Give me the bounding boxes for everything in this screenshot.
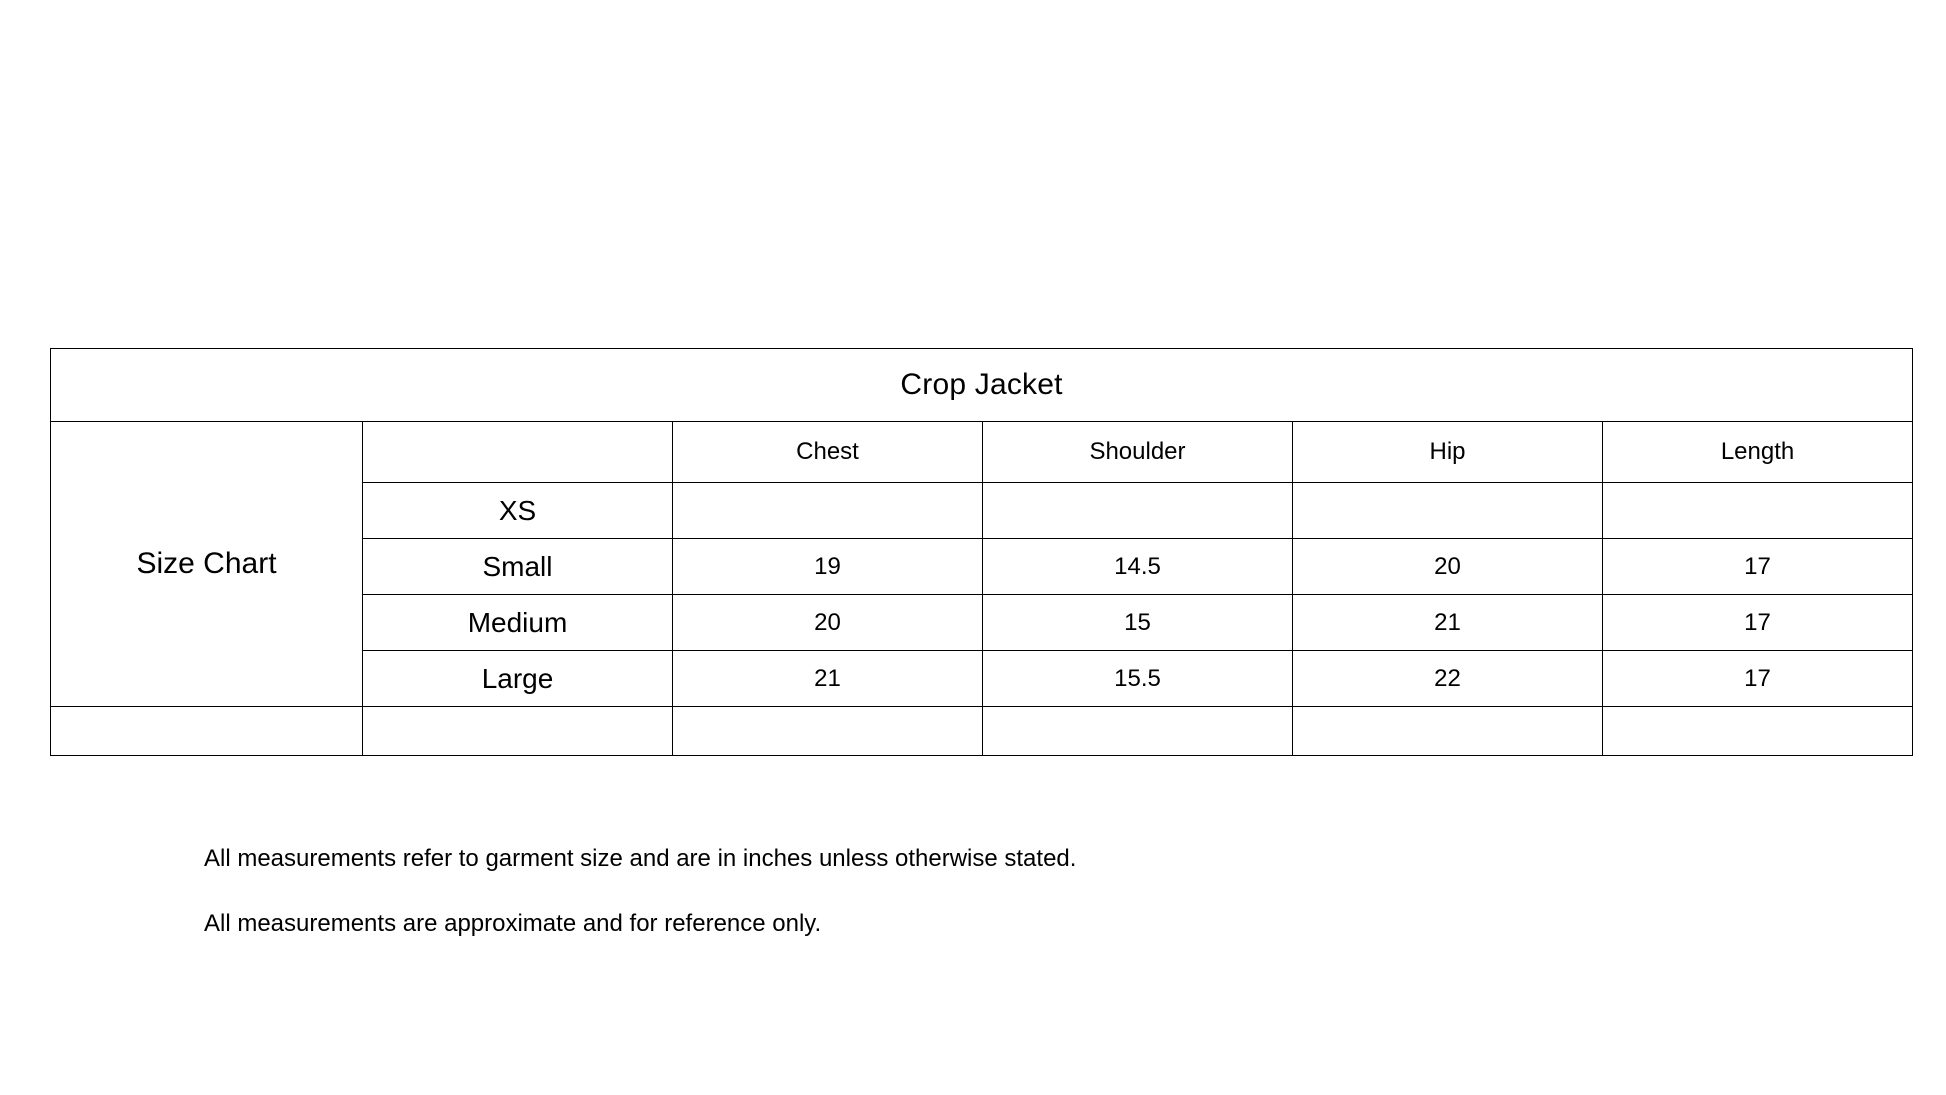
cell-shoulder: 14.5 — [983, 539, 1293, 595]
cell-length: 17 — [1603, 595, 1913, 651]
cell-size: Medium — [363, 595, 673, 651]
column-header-shoulder: Shoulder — [983, 422, 1293, 483]
cell-shoulder — [983, 707, 1293, 756]
cell-shoulder: 15.5 — [983, 651, 1293, 707]
cell-length: 17 — [1603, 539, 1913, 595]
cell-hip — [1293, 707, 1603, 756]
cell-chest — [673, 483, 983, 539]
cell-chest: 20 — [673, 595, 983, 651]
page-title: Crop Jacket — [51, 349, 1913, 422]
column-header-length: Length — [1603, 422, 1913, 483]
table-row-header — [51, 422, 1913, 483]
cell-hip: 21 — [1293, 595, 1603, 651]
note-measurements-units: All measurements refer to garment size and are in inches unless otherwise stated. — [204, 845, 1077, 872]
cell-chest: 21 — [673, 651, 983, 707]
size-chart-table-container — [50, 348, 1912, 756]
cell-shoulder: 15 — [983, 595, 1293, 651]
column-header-hip: Hip — [1293, 422, 1603, 483]
cell-chest — [673, 707, 983, 756]
cell-hip: 22 — [1293, 651, 1603, 707]
cell-size: Small — [363, 539, 673, 595]
size-chart-table — [50, 348, 1913, 756]
cell-hip — [1293, 483, 1603, 539]
column-header-size — [363, 422, 673, 483]
measurement-notes — [204, 845, 1604, 975]
cell-label-empty — [51, 707, 363, 756]
table-row-title — [51, 349, 1913, 422]
cell-hip: 20 — [1293, 539, 1603, 595]
cell-length: 17 — [1603, 651, 1913, 707]
size-chart-label: Size Chart — [51, 422, 363, 707]
cell-chest: 19 — [673, 539, 983, 595]
cell-size: Large — [363, 651, 673, 707]
cell-size: XS — [363, 483, 673, 539]
note-measurements-approximate: All measurements are approximate and for reference only. — [204, 909, 822, 937]
cell-length — [1603, 707, 1913, 756]
cell-shoulder — [983, 483, 1293, 539]
table-row-empty — [51, 707, 1913, 756]
column-header-chest: Chest — [673, 422, 983, 483]
cell-size — [363, 707, 673, 756]
cell-length — [1603, 483, 1913, 539]
